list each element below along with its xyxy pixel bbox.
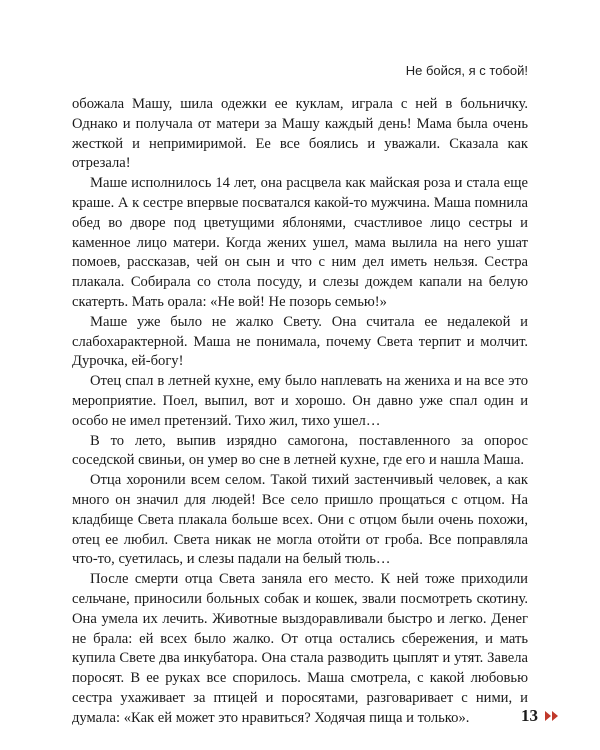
paragraph: В то лето, выпив изрядно самогона, поставленного за опорос соседской свиньи, он умер во сне в летней кухне, где его и нашла Маша.: [72, 432, 528, 469]
paragraph: Маше уже было не жалко Свету. Она считала ее недалекой и слабохарактерной. Маша не понимала, почему Света терпит и молчит. Дурочка, ей-богу!: [72, 313, 528, 370]
body-text: [72, 95, 528, 729]
double-chevron-right-icon: [544, 710, 560, 722]
page-footer: [521, 706, 560, 726]
paragraph: обожала Машу, шила одежки ее куклам, играла с ней в больничку. Однако и получала от матери за Машу каждый день! Мама была очень жесткой и непримиримой. Ее все боялись и уважали. Сказала как отрезала!: [72, 96, 528, 172]
paragraph: Отца хоронили всем селом. Такой тихий застенчивый человек, а как много он значил для людей! Все село пришло прощаться с отцом. На кладбище Света плакала больше всех. Они с отцом были очень похожи, отец ее любил. Света никак не могла отойти от гроба. Все поправляла что-то, суетилась, и слезы падали на белый тюль…: [72, 472, 528, 568]
paragraph: Отец спал в летней кухне, ему было наплевать на жениха и на все это мероприятие. Поел, выпил, вот и хорошо. Он давно уже спал один и особо не имел претензий. Тихо жил, тихо ушел…: [72, 373, 528, 429]
paragraph: Маше исполнилось 14 лет, она расцвела как майская роза и стала еще краше. А к сестре впервые посватался какой-то мужчина. Маша помнила обед во дворе под цветущими яблонями, счастливое лицо сестры и каменное лицо матери. Когда жених ушел, мама вылила на него ушат помоев, рассказав, чей он сын и что с ним дел иметь нельзя. Сестра плакала. Собирала со стола посуду, и слезы дождем капали на белую скатерть. Мать орала: «Не вой! Не позорь семью!»: [72, 175, 528, 310]
running-header: Не бойся, я с тобой!: [405, 63, 528, 78]
page-number: 13: [521, 706, 538, 725]
paragraph: После смерти отца Света заняла его место. К ней тоже приходили сельчане, приносили больных собак и кошек, звали посмотреть скотину. Она умела их лечить. Животные выздоравливали быстро и легко. Денег не брала: ей всех было жалко. От отца остались сбережения, и мать купила Свете два инкубатора. Она стала разводить цыплят и утят. Завела поросят. В ее руках все спорилось. Маша смотрела, с какой любовью сестра ухаживает за птицей и поросятами, разговаривает с ними, и думала: «Как ей может это нравиться? Ходячая пища и только».: [72, 571, 528, 726]
